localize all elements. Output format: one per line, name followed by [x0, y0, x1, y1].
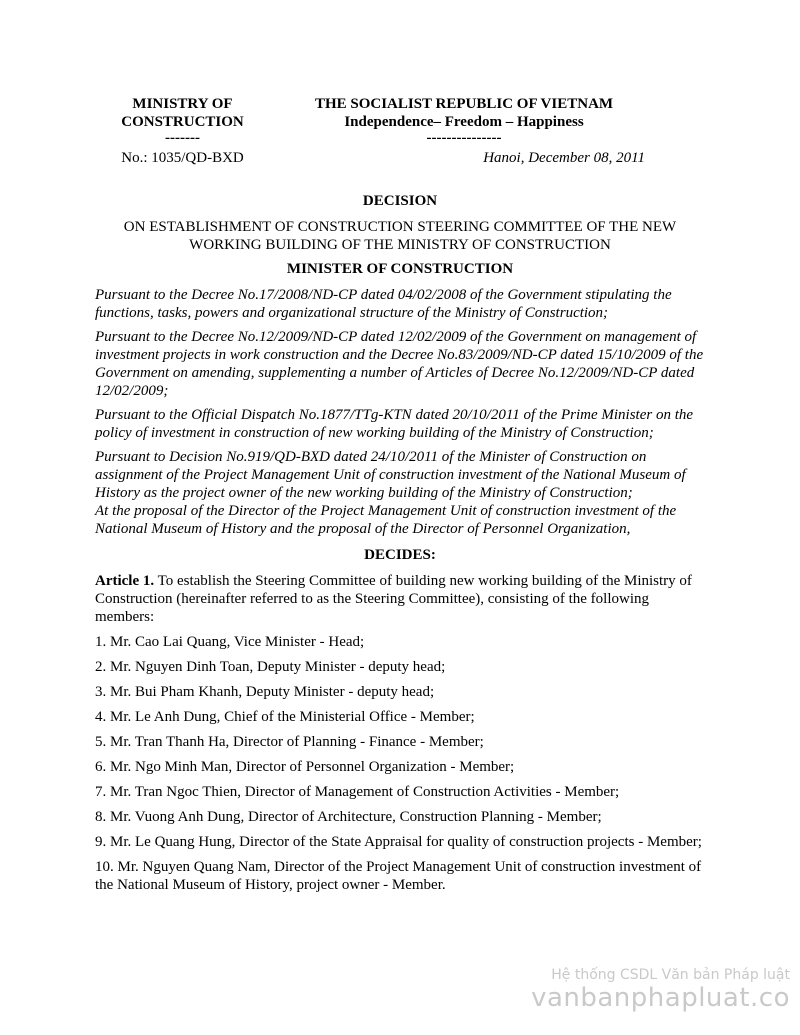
watermark-line1: Hệ thống CSDL Văn bản Pháp luật: [551, 967, 790, 983]
ministry-separator: -------: [165, 130, 200, 146]
issuing-authority: MINISTER OF CONSTRUCTION: [286, 261, 514, 277]
republic-block: [295, 95, 633, 145]
republic-name: THE SOCIALIST REPUBLIC OF VIETNAM: [314, 96, 614, 112]
member-item: 3. Mr. Bui Pham Khanh, Deputy Minister - deputy head;: [95, 684, 435, 700]
document-header: [95, 95, 705, 170]
member-item: 8. Mr. Vuong Anh Dung, Director of Architecture, Construction Planning - Member;: [95, 809, 602, 825]
national-motto: Independence– Freedom – Happiness: [344, 114, 584, 130]
document-body: [95, 192, 705, 901]
decision-title: DECISION: [362, 193, 438, 209]
decides-heading: DECIDES:: [364, 547, 436, 563]
place-and-date: Hanoi, December 08, 2011: [483, 150, 645, 166]
member-item: 2. Mr. Nguyen Dinh Toan, Deputy Minister - deputy head;: [95, 659, 446, 675]
member-item: 1. Mr. Cao Lai Quang, Vice Minister - Head;: [95, 634, 365, 650]
member-item: 7. Mr. Tran Ngoc Thien, Director of Management of Construction Activities - Member;: [95, 784, 620, 800]
decision-subtitle: ON ESTABLISHMENT OF CONSTRUCTION STEERING COMMITTEE OF THE NEW WORKING BUILDING OF THE MINISTRY OF CONSTRUCTION: [123, 219, 677, 253]
article-1-label: Article 1.: [95, 573, 155, 589]
member-item: 4. Mr. Le Anh Dung, Chief of the Ministerial Office - Member;: [95, 709, 475, 725]
watermark: [531, 967, 790, 1013]
member-item: 6. Mr. Ngo Minh Man, Director of Personnel Organization - Member;: [95, 759, 515, 775]
ministry-name-line2: CONSTRUCTION: [121, 114, 244, 130]
document-number: No.: 1035/QD-BXD: [121, 150, 244, 166]
preamble-paragraph: Pursuant to the Decree No.17/2008/ND-CP dated 04/02/2008 of the Government stipulating the functions, tasks, powers and organizational structure of the Ministry of Construction;: [95, 287, 672, 321]
ministry-block: [95, 95, 270, 145]
preamble-paragraph: Pursuant to the Official Dispatch No.1877/TTg-KTN dated 20/10/2011 of the Prime Minister on the policy of investment in construction of new working building of the Ministry of Construction;: [95, 407, 694, 441]
republic-separator: ---------------: [426, 130, 502, 146]
preamble-paragraph: At the proposal of the Director of the Project Management Unit of construction investment of the National Museum of History and the proposal of the Director of Personnel Organization,: [95, 503, 677, 537]
member-item: 9. Mr. Le Quang Hung, Director of the State Appraisal for quality of construction projects - Member;: [95, 834, 702, 850]
preamble-paragraph: Pursuant to Decision No.919/QD-BXD dated 24/10/2011 of the Minister of Construction on assignment of the Project Management Unit of construction investment of the National Museum of History as the project owner of the new working building of the Ministry of Construction;: [95, 449, 686, 501]
member-item: 10. Mr. Nguyen Quang Nam, Director of the Project Management Unit of construction investment of the National Museum of History, project owner - Member.: [95, 859, 702, 893]
watermark-line2: vanbanphapluat.co: [531, 983, 790, 1013]
member-item: 5. Mr. Tran Thanh Ha, Director of Planning - Finance - Member;: [95, 734, 484, 750]
preamble-paragraph: Pursuant to the Decree No.12/2009/ND-CP dated 12/02/2009 of the Government on management of investment projects in work construction and the Decree No.83/2009/ND-CP dated 15/10/2009 of the Government on amending, supplementing a number of Articles of Decree No.12/2009/ND-CP dated 12/02/2009;: [95, 329, 704, 399]
article-1-text: To establish the Steering Committee of building new working building of the Ministry of Construction (hereinafter referred to as the Steering Committee), consisting of the following members:: [95, 573, 692, 625]
ministry-name-line1: MINISTRY OF: [132, 96, 233, 112]
article-1: [95, 572, 705, 626]
